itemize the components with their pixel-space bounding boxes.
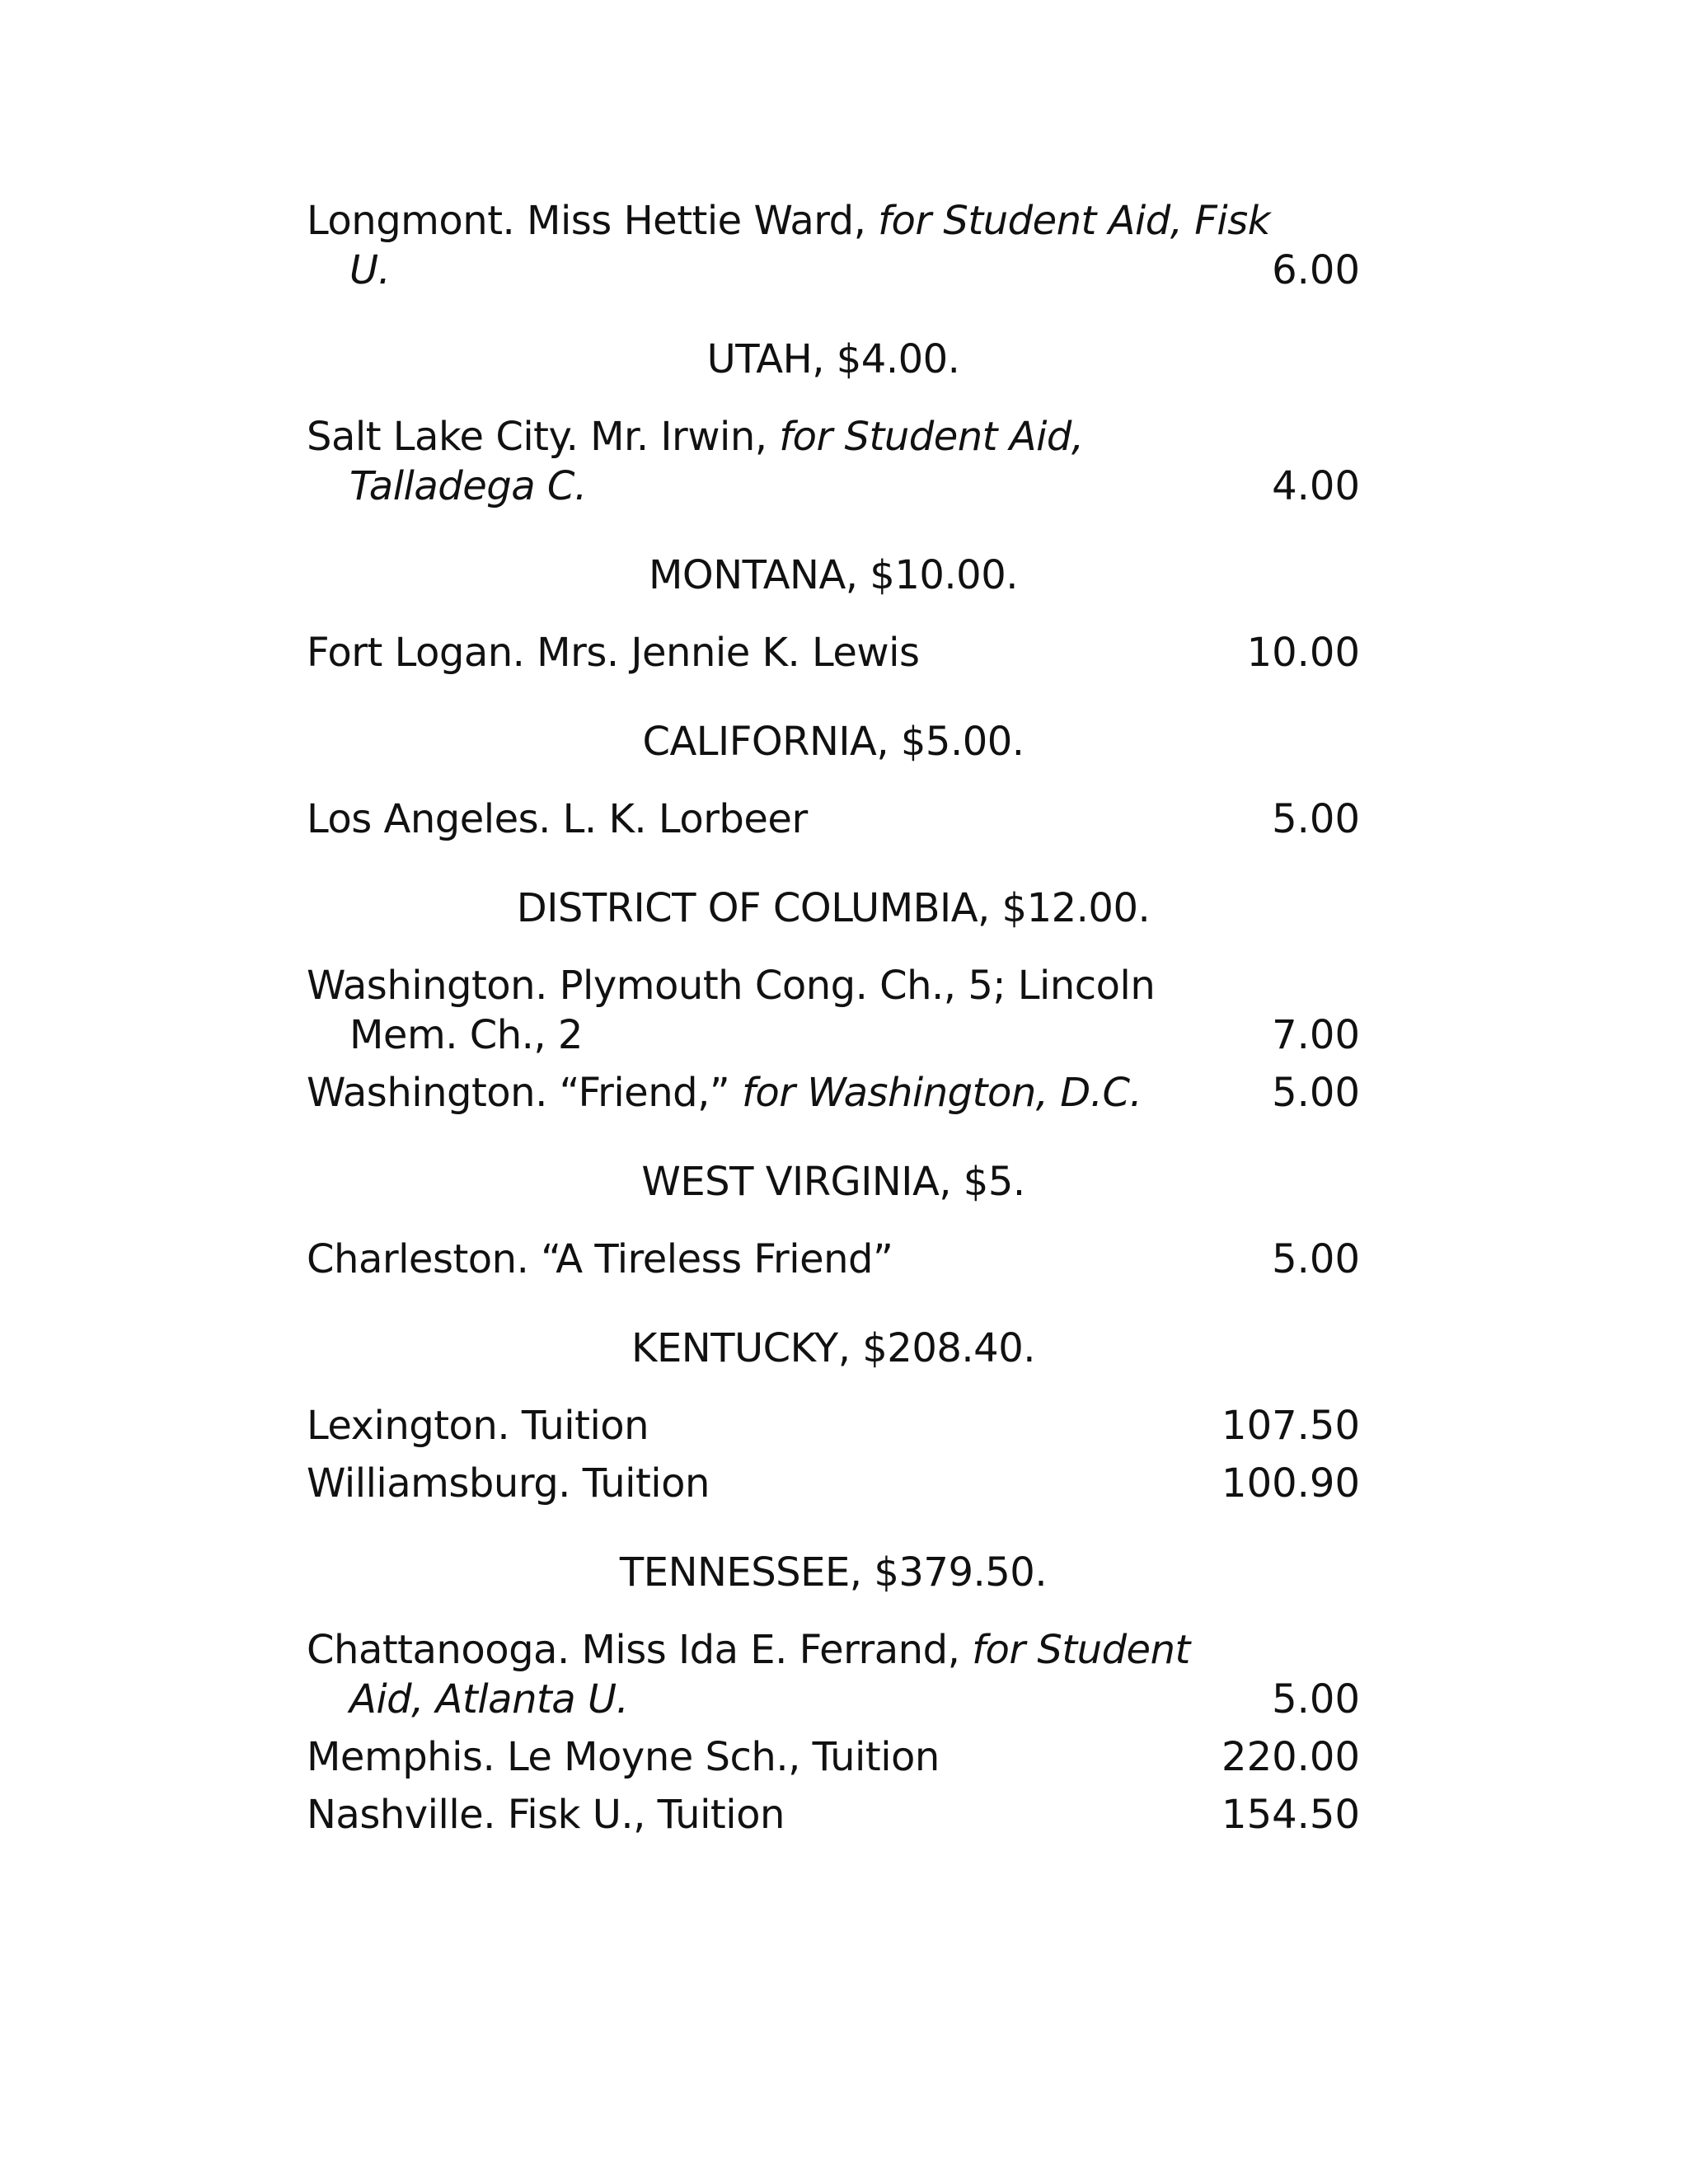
entry-amount: 100.90 [1221, 1460, 1360, 1507]
ledger-entry [307, 1401, 1360, 1451]
entry-description [307, 794, 1272, 844]
section-heading-utah: UTAH, $4.00. [706, 336, 960, 382]
entry-name: Chattanooga. Miss Ida E. Ferrand, [307, 1627, 973, 1673]
section-heading-tennessee: TENNESSEE, $379.50. [619, 1549, 1048, 1596]
entry-name: Williamsburg. Tuition [307, 1460, 710, 1507]
entry-amount: 5.00 [1272, 1676, 1360, 1722]
section-heading-california: CALIFORNIA, $5.00. [642, 719, 1025, 765]
ledger-entry [307, 1068, 1360, 1118]
entry-description [307, 1625, 1272, 1724]
entry-note: for Washington, D.C. [741, 1070, 1142, 1116]
entry-amount: 7.00 [1272, 1012, 1360, 1058]
entry-amount: 6.00 [1272, 247, 1360, 293]
ledger-entry [307, 961, 1360, 1060]
entry-name: Charleston. “A Tireless Friend” [307, 1236, 893, 1282]
ledger-entry [307, 1790, 1360, 1840]
entry-note: for Student Aid, Talladega C. [349, 414, 1084, 509]
entry-description [307, 1790, 1221, 1840]
entry-note: for Student Aid, Atlanta U. [349, 1627, 1190, 1722]
entry-amount: 10.00 [1246, 630, 1360, 676]
entry-description [307, 1235, 1272, 1284]
ledger-entry [307, 1625, 1360, 1724]
entry-description [307, 1068, 1272, 1118]
entry-name: Salt Lake City. Mr. Irwin, [307, 414, 780, 460]
entry-amount: 5.00 [1272, 1236, 1360, 1282]
entry-note: for Student Aid, Fisk U. [349, 198, 1271, 293]
entry-name: Washington. Plymouth Cong. Ch., 5; Lincoln Mem. Ch., 2 [307, 963, 1156, 1058]
section-heading-district-of-columbia: DISTRICT OF COLUMBIA, $12.00. [516, 885, 1151, 931]
entry-amount: 154.50 [1221, 1792, 1360, 1838]
entry-amount: 4.00 [1272, 463, 1360, 509]
ledger-entry [307, 628, 1360, 677]
ledger-page [307, 196, 1360, 1848]
section-heading-montana: MONTANA, $10.00. [649, 552, 1018, 598]
entry-name: Los Angeles. L. K. Lorbeer [307, 796, 808, 842]
entry-amount: 5.00 [1272, 796, 1360, 842]
entry-name: Memphis. Le Moyne Sch., Tuition [307, 1734, 940, 1780]
section-heading-kentucky: KENTUCKY, $208.40. [631, 1325, 1036, 1371]
ledger-entry [307, 1235, 1360, 1284]
entry-name: Lexington. Tuition [307, 1403, 649, 1449]
ledger-entry [307, 1459, 1360, 1508]
entry-name: Washington. “Friend,” [307, 1070, 742, 1116]
entry-amount: 220.00 [1221, 1734, 1360, 1780]
ledger-entry [307, 1732, 1360, 1782]
entry-amount: 107.50 [1221, 1403, 1360, 1449]
section-heading-west-virginia: WEST VIRGINIA, $5. [641, 1159, 1025, 1205]
ledger-entry [307, 412, 1360, 511]
entry-name: Longmont. Miss Hettie Ward, [307, 198, 879, 244]
entry-name: Fort Logan. Mrs. Jennie K. Lewis [307, 630, 920, 676]
entry-description [307, 196, 1272, 295]
entry-description [307, 1401, 1221, 1451]
entry-description [307, 1459, 1221, 1508]
entry-name: Nashville. Fisk U., Tuition [307, 1792, 785, 1838]
entry-amount: 5.00 [1272, 1070, 1360, 1116]
entry-description [307, 628, 1247, 677]
entry-description [307, 961, 1272, 1060]
ledger-entry [307, 794, 1360, 844]
entry-description [307, 412, 1272, 511]
entry-description [307, 1732, 1221, 1782]
ledger-entry [307, 196, 1360, 295]
